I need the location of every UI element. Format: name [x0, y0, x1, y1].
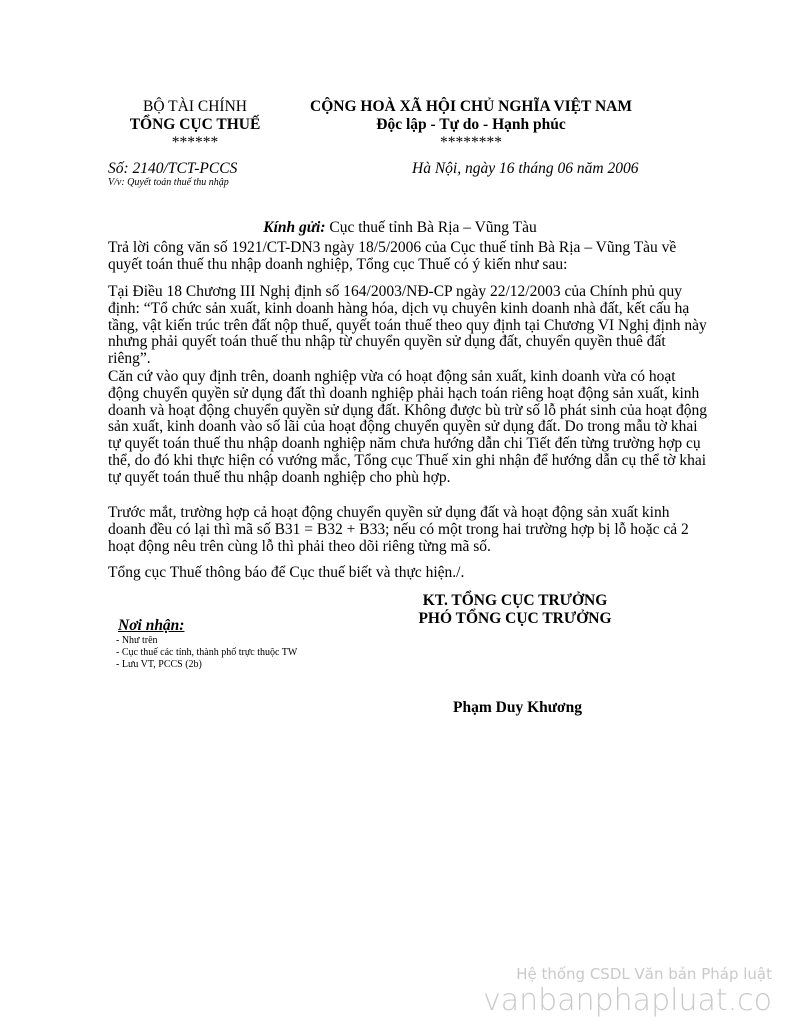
document-number: Số: 2140/TCT-PCCS — [108, 160, 238, 177]
ministry-name: BỘ TÀI CHÍNH — [143, 98, 247, 115]
body-paragraph: Trả lời công văn số 1921/CT-DN3 ngày 18/5/2006 của Cục thuế tỉnh Bà Rịa – Vũng Tàu về quyết toán thuế thu nhập doanh nghiệp, Tổng cục Thuế có ý kiến như sau: — [108, 239, 677, 273]
recipients-list — [116, 635, 297, 671]
recipient-item: - Như trên — [116, 635, 158, 646]
issuing-agency-block — [95, 98, 295, 152]
motto: Độc lập - Tự do - Hạnh phúc — [376, 116, 566, 133]
signer-title-1: KT. TỔNG CỤC TRƯỞNG — [422, 592, 608, 609]
body-paragraph: Tổng cục Thuế thông báo để Cục thuế biết và thực hiện./. — [108, 564, 465, 581]
body-paragraph: Trước mắt, trường hợp cả hoạt động chuyển quyền sử dụng đất và hoạt động sản xuất kinh doanh đều có lại thì mã số B31 = B32 + B33; nếu có một trong hai trường hợp bị lỗ hoặc cả 2 hoạt động nêu trên cùng lỗ thì phải theo dõi riêng từng mã số. — [108, 504, 689, 555]
nation-name: CỘNG HOÀ XÃ HỘI CHỦ NGHĨA VIỆT NAM — [310, 98, 632, 115]
watermark-line-2: vanbanphapluat.co — [483, 983, 772, 1018]
recipient-name: Cục thuế tỉnh Bà Rịa – Vũng Tàu — [329, 219, 537, 236]
body-paragraph: Căn cứ vào quy định trên, doanh nghiệp vừa có hoạt động sản xuất, kinh doanh vừa có hoạt động chuyển quyền sử dụng đất thì doanh nghiệp phải hạch toán riêng hoạt động sản xuất, kinh doanh và hoạt động chuyển quyền sử dụng đất. Không được bù trừ số lỗ phát sinh của hoạt động sản xuất, kinh doanh vào số lãi của hoạt động chuyển quyền sử dụng đất. Do trong mẫu tờ khai tự quyết toán thuế thu nhập doanh nghiệp năm chưa hướng dẫn chi Tiết đến từng trường hợp cụ thể, do đó khi thực hiện có vướng mắc, Tổng cục Thuế xin ghi nhận để hướng dẫn cụ thể tờ khai tự quyết toán thuế thu nhập doanh nghiệp cho phù hợp. — [108, 368, 708, 486]
body-paragraph: Tại Điều 18 Chương III Nghị định số 164/2003/NĐ-CP ngày 22/12/2003 của Chính phủ quy định: “Tổ chức sản xuất, kinh doanh hàng hóa, dịch vụ chuyên kinh doanh nhà đất, kết cấu hạ tầng, vật kiến trúc trên đất nộp thuế, quyết toán thuế theo quy định tại Chương VI Nghị định này nhưng phải quyết toán thuế thu nhập từ chuyển quyền sử dụng đất, chuyển quyền thuê đất riêng”. — [108, 283, 707, 368]
watermark — [483, 965, 772, 1019]
recipients-title: Nơi nhận: — [118, 617, 185, 634]
department-name: TỔNG CỤC THUẾ — [129, 116, 261, 133]
signer-title-block — [380, 592, 650, 628]
motto-stars: ******** — [440, 134, 502, 151]
signer-name: Phạm Duy Khương — [453, 699, 582, 716]
watermark-line-1: Hệ thống CSDL Văn bản Pháp luật — [516, 965, 772, 983]
national-motto-block — [296, 98, 646, 152]
recipient-label: Kính gửi: — [263, 219, 326, 236]
issue-date: Hà Nội, ngày 16 tháng 06 năm 2006 — [412, 160, 639, 177]
recipient-item: - Lưu VT, PCCS (2b) — [116, 659, 202, 670]
document-subject: V/v: Quyết toán thuế thu nhập — [108, 177, 229, 188]
agency-stars: ****** — [171, 134, 219, 151]
recipient-item: - Cục thuế các tỉnh, thành phố trực thuộc TW — [116, 647, 298, 658]
signer-title-2: PHÓ TỔNG CỤC TRƯỞNG — [418, 610, 612, 627]
recipient-line — [0, 219, 800, 237]
